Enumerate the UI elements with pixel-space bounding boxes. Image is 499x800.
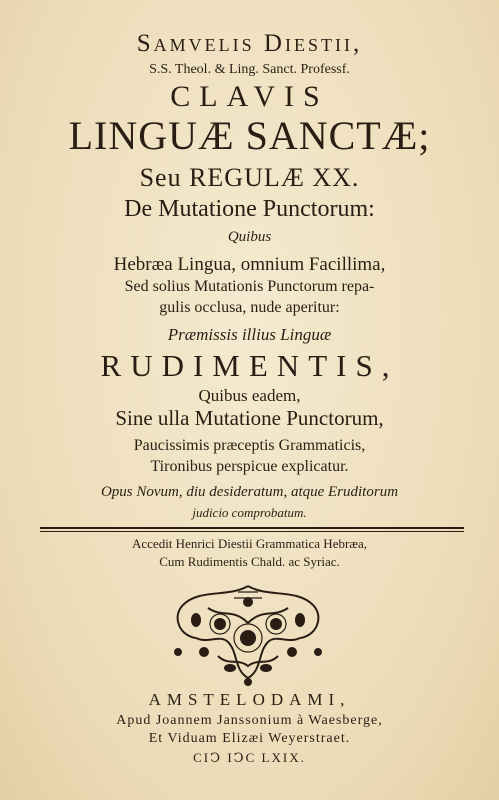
judicio-line: judicio comprobatum. xyxy=(192,505,307,520)
opus-novum-line: Opus Novum, diu desideratum, atque Eruditorum xyxy=(100,484,399,500)
hebraea-line: Hebræa Lingua, omnium Facillima, xyxy=(113,254,386,275)
paucissimis-line: Paucissimis præceptis Grammaticis, xyxy=(133,437,366,454)
imprint-publisher: Apud Joannem Janssonium à Waesberge, xyxy=(116,713,383,728)
divider-rule-top xyxy=(40,527,464,529)
author-title: S.S. Theol. & Ling. Sanct. Professf. xyxy=(149,62,350,77)
clavis-heading: CLAVIS xyxy=(170,80,329,113)
imprint-city: AMSTELODAMI, xyxy=(148,690,351,709)
author-name: Samvelis Diestii, xyxy=(136,30,363,57)
praemissis-line: Præmissis illius Linguæ xyxy=(167,325,332,344)
tironibus-line: Tironibus perspicue explicatur. xyxy=(150,458,349,475)
subtitle-regulae: Seu REGULÆ XX. xyxy=(139,163,360,192)
rudimentis-heading: RUDIMENTIS, xyxy=(100,348,399,383)
cum-rudimentis-line: Cum Rudimentis Chald. ac Syriac. xyxy=(159,554,340,569)
quibus-line: Quibus xyxy=(227,229,272,245)
sine-ulla-line: Sine ulla Mutatione Punctorum, xyxy=(115,406,384,430)
imprint-year: CIↃ IↃC LXIX. xyxy=(193,750,306,765)
sed-solius-line: Sed solius Mutationis Punctorum repa- xyxy=(124,278,375,295)
quibus-eadem-line: Quibus eadem, xyxy=(198,386,301,405)
subtitle-mutatione: De Mutatione Punctorum: xyxy=(124,196,375,222)
floral-ornament-icon xyxy=(168,578,328,688)
imprint-widow: Et Viduam Elizæi Weyerstraet. xyxy=(148,731,351,746)
main-title: LINGUÆ SANCTÆ; xyxy=(68,113,431,158)
divider-rule-bottom xyxy=(40,531,464,532)
accedit-line: Accedit Henrici Diestii Grammatica Hebræa, xyxy=(132,536,367,551)
gulis-line: gulis occlusa, nude aperitur: xyxy=(159,299,340,316)
